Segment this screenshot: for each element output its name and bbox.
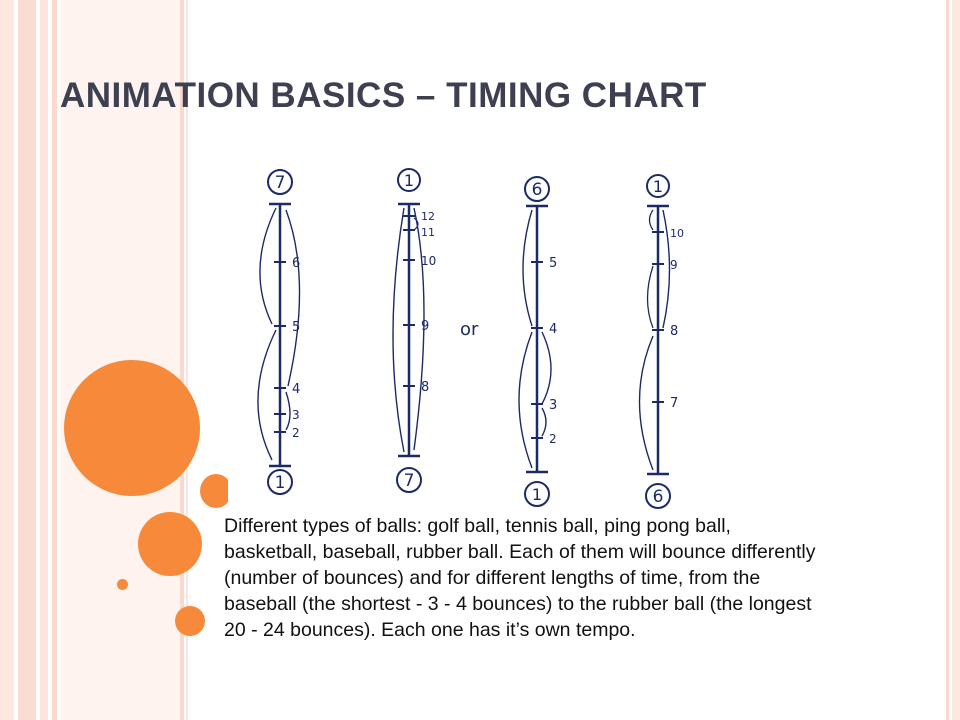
chart-tick-label: 5 xyxy=(292,320,301,335)
chart-key-label: 1 xyxy=(652,177,664,196)
caption-line: basketball, baseball, rubber ball. Each of them will bounce differently xyxy=(224,541,816,563)
chart-tick-label: 2 xyxy=(292,426,300,440)
caption-line: Different types of balls: golf ball, tennis ball, ping pong ball, xyxy=(224,515,731,537)
chart-tick-label: 9 xyxy=(421,319,430,334)
chart-key-label: 7 xyxy=(403,471,415,491)
chart-tick-label: 5 xyxy=(549,256,558,271)
chart-tick-label: 10 xyxy=(670,227,684,240)
decor-stripe xyxy=(0,0,14,720)
decor-circle-medium xyxy=(138,512,202,576)
chart-key-label: 1 xyxy=(403,171,415,190)
timing-chart-image xyxy=(228,160,708,512)
chart-tick-label: 10 xyxy=(421,254,437,268)
chart-tick-label: 3 xyxy=(549,398,558,413)
chart-tick-label: 12 xyxy=(421,210,435,223)
chart-key-label: 6 xyxy=(531,180,543,200)
caption-line: 20 - 24 bounces). Each one has it’s own tempo. xyxy=(224,619,636,641)
chart-key-label: 1 xyxy=(274,473,286,493)
chart-key-label: 7 xyxy=(274,173,286,193)
decor-circle-small xyxy=(117,579,128,590)
slide-title: ANIMATION BASICS – TIMING CHART xyxy=(60,76,707,115)
caption-line: (number of bounces) and for different lengths of time, from the xyxy=(224,567,761,589)
chart-tick-label: 9 xyxy=(670,258,678,272)
decor-stripe xyxy=(40,0,48,720)
chart-tick-label: 6 xyxy=(292,256,301,271)
caption-text xyxy=(224,513,954,643)
chart-tick-label: 8 xyxy=(670,324,679,339)
decor-circle-large xyxy=(64,360,200,496)
chart-tick-label: 4 xyxy=(292,382,301,397)
chart-tick-label: 11 xyxy=(421,226,435,239)
decor-stripe xyxy=(52,0,57,720)
chart-tick-label: 8 xyxy=(421,380,430,395)
or-label: or xyxy=(460,319,479,340)
chart-tick-label: 3 xyxy=(292,408,300,422)
chart-tick-label: 7 xyxy=(670,396,679,411)
caption-line: baseball (the shortest - 3 - 4 bounces) to the rubber ball (the longest xyxy=(224,593,812,615)
chart-key-label: 1 xyxy=(531,485,543,504)
decor-stripe xyxy=(18,0,36,720)
decor-circle-small xyxy=(175,606,205,636)
chart-tick-label: 2 xyxy=(549,432,557,446)
chart-tick-label: 4 xyxy=(549,322,558,337)
chart-key-label: 6 xyxy=(652,487,664,507)
